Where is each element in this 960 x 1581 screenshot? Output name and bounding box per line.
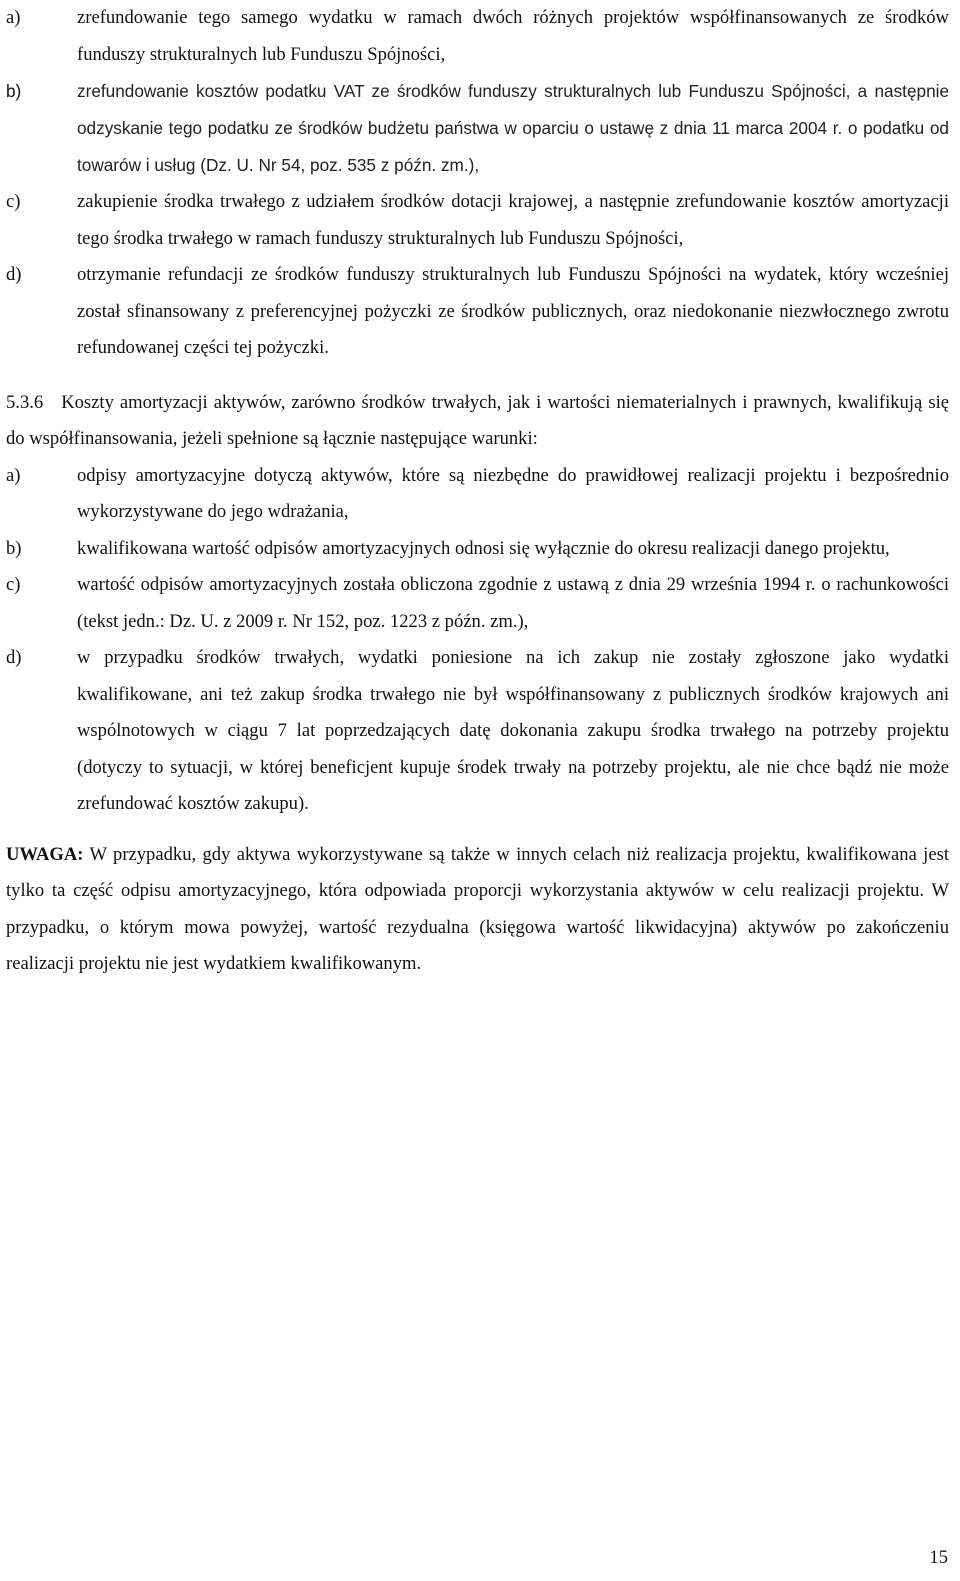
list-label: d)	[6, 647, 22, 668]
list2-item-a	[6, 458, 949, 531]
list-label: a)	[6, 7, 21, 28]
list-label: c)	[6, 574, 21, 595]
page-number: 15	[929, 1547, 948, 1568]
list1-item-c	[6, 184, 949, 257]
note-label: UWAGA:	[6, 843, 84, 865]
list-label: d)	[6, 264, 22, 285]
list-text: zrefundowanie tego samego wydatku w ramach dwóch różnych projektów współfinansowanych ze środków funduszy strukturalnych lub Funduszu Spójności,	[77, 7, 949, 65]
list1-item-b	[6, 73, 949, 184]
note-text: W przypadku, gdy aktywa wykorzystywane są także w innych celach niż realizacja projektu, kwalifikowana jest tylko ta część odpisu amortyzacyjnego, która odpowiada proporcji wykorzystania aktywów w celu realizacji projektu. W przypadku, o którym mowa powyżej, wartość rezydualna (księgowa wartość likwidacyjna) aktywów po zakończeniu realizacji projektu nie jest wydatkiem kwalifikowanym.	[6, 843, 950, 974]
list1-item-a	[6, 0, 949, 73]
list-label: a)	[6, 464, 21, 486]
list-text: kwalifikowana wartość odpisów amortyzacyjnych odnosi się wyłącznie do okresu realizacji danego projektu,	[77, 537, 890, 559]
list2-item-c	[6, 567, 949, 640]
document-page	[6, 0, 949, 983]
list-text: w przypadku środków trwałych, wydatki poniesione na ich zakup nie zostały zgłoszone jako wydatki kwalifikowane, ani też zakup środka trwałego nie był współfinansowany z publicznych środków krajowych ani wspólnotowych w ciągu 7 lat poprzedzających datę dokonania zakupu środka trwałego na potrzeby projektu (dotyczy to sytuacji, w której beneficjent kupuje środek trwały na potrzeby projektu, ale nie chce bądź nie może zrefundować kosztów zakupu).	[77, 647, 949, 814]
list1-item-d	[6, 257, 949, 367]
list-label: b)	[6, 81, 22, 101]
list-text: zakupienie środka trwałego z udziałem środków dotacji krajowej, a następnie zrefundowanie kosztów amortyzacji tego środka trwałego w ramach funduszy strukturalnych lub Funduszu Spójności,	[77, 191, 949, 249]
list-label: b)	[6, 537, 22, 559]
list-label: c)	[6, 191, 21, 212]
list2-item-b	[6, 531, 949, 568]
list-text: wartość odpisów amortyzacyjnych została obliczona zgodnie z ustawą z dnia 29 września 1994 r. o rachunkowości (tekst jedn.: Dz. U. z 2009 r. Nr 152, poz. 1223 z późn. zm.),	[77, 574, 949, 632]
section-number: 5.3.6	[6, 391, 44, 413]
list2-item-d	[6, 640, 949, 823]
list-text: zrefundowanie kosztów podatku VAT ze środków funduszy strukturalnych lub Funduszu Spójności, a następnie odzyskanie tego podatku ze środków budżetu państwa w oparciu o ustawę z dnia 11 marca 2004 r. o podatku od towarów i usług (Dz. U. Nr 54, poz. 535 z późn. zm.),	[77, 81, 949, 175]
note-paragraph	[6, 837, 949, 983]
section-paragraph	[6, 385, 949, 458]
list-text: odpisy amortyzacyjne dotyczą aktywów, które są niezbędne do prawidłowej realizacji projektu i bezpośrednio wykorzystywane do jego wdrażania,	[77, 464, 949, 522]
list-text: otrzymanie refundacji ze środków funduszy strukturalnych lub Funduszu Spójności na wydatek, który wcześniej został sfinansowany z preferencyjnej pożyczki ze środków publicznych, oraz niedokonanie niezwłocznego zwrotu refundowanej części tej pożyczki.	[77, 264, 949, 358]
section-text: Koszty amortyzacji aktywów, zarówno środków trwałych, jak i wartości niematerialnych i prawnych, kwalifikują się do współfinansowania, jeżeli spełnione są łącznie następujące warunki:	[6, 391, 949, 449]
